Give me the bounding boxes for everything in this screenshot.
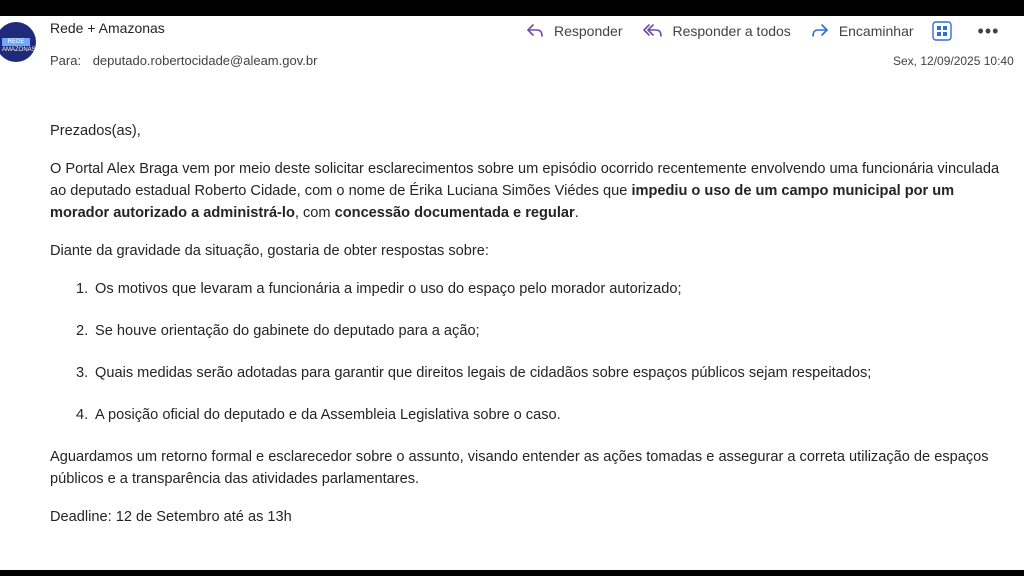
sender-avatar[interactable] <box>0 22 36 62</box>
email-reading-pane <box>0 16 1024 570</box>
to-label: Para: <box>50 53 82 68</box>
lead-paragraph: Diante da gravidade da situação, gostaria de obter respostas sobre: <box>50 243 489 259</box>
list-item <box>76 320 1010 342</box>
intro-bold-2: concessão documentada e regular <box>334 205 575 221</box>
reply-icon <box>526 23 544 39</box>
list-text: Quais medidas serão adotadas para garantir que direitos legais de cidadãos sobre espaços públicos sejam respeitados; <box>95 365 872 381</box>
reply-button[interactable] <box>526 23 623 39</box>
reply-label: Responder <box>554 23 623 39</box>
intro-paragraph <box>50 158 1010 224</box>
questions-list <box>50 278 1010 426</box>
deadline-line: Deadline: 12 de Setembro até as 13h <box>50 509 292 525</box>
forward-icon <box>811 23 829 39</box>
reply-all-label: Responder a todos <box>672 23 791 39</box>
intro-bold-1: impediu o uso de um campo municipal por um morador autorizado a administrá-lo <box>50 183 955 221</box>
more-options-icon[interactable]: ••• <box>977 20 1000 41</box>
closing-paragraph: Aguardamos um retorno formal e esclarecedor sobre o assunto, visando entender as ações tomadas e assegurar a correta utilização de espaços públicos e a transparência das atividades parlamentares. <box>50 449 989 487</box>
list-number: 3. <box>76 365 89 381</box>
forward-label: Encaminhar <box>838 23 914 39</box>
list-text: A posição oficial do deputado e da Assembleia Legislativa sobre o caso. <box>95 407 561 423</box>
message-date: Sex, 12/09/2025 10:40 <box>893 54 1014 68</box>
list-text: Se houve orientação do gabinete do deputado para a ação; <box>95 323 480 339</box>
intro-text-1: O Portal Alex Braga vem por meio deste solicitar esclarecimentos sobre um episódio ocorrido recentemente envolvendo uma funcionária vinculada ao deputado estadual Roberto Cidade, com o nome de Érika Luciana Simões Viédes que <box>50 161 1000 199</box>
sender-name[interactable]: Rede + Amazonas <box>50 20 165 36</box>
recipient-row <box>50 53 317 68</box>
list-number: 2. <box>76 323 89 339</box>
greeting: Prezados(as), <box>50 123 141 139</box>
reply-all-button[interactable] <box>643 23 791 39</box>
message-actions <box>526 18 999 44</box>
list-item <box>76 278 1010 300</box>
avatar-logo-text: REDE AMAZONAS <box>2 39 36 53</box>
apps-grid-icon[interactable] <box>932 21 952 41</box>
list-text: Os motivos que levaram a funcionária a impedir o uso do espaço pelo morador autorizado; <box>95 281 682 297</box>
intro-text-2: , com <box>294 205 335 221</box>
list-number: 1. <box>76 281 89 297</box>
message-body <box>50 120 1010 528</box>
forward-button[interactable] <box>811 23 914 39</box>
intro-text-3: . <box>574 205 579 221</box>
reply-all-icon <box>643 23 663 39</box>
recipient-address[interactable]: deputado.robertocidade@aleam.gov.br <box>92 53 318 68</box>
list-number: 4. <box>76 407 89 423</box>
list-item <box>76 404 1010 426</box>
list-item <box>76 362 1010 384</box>
